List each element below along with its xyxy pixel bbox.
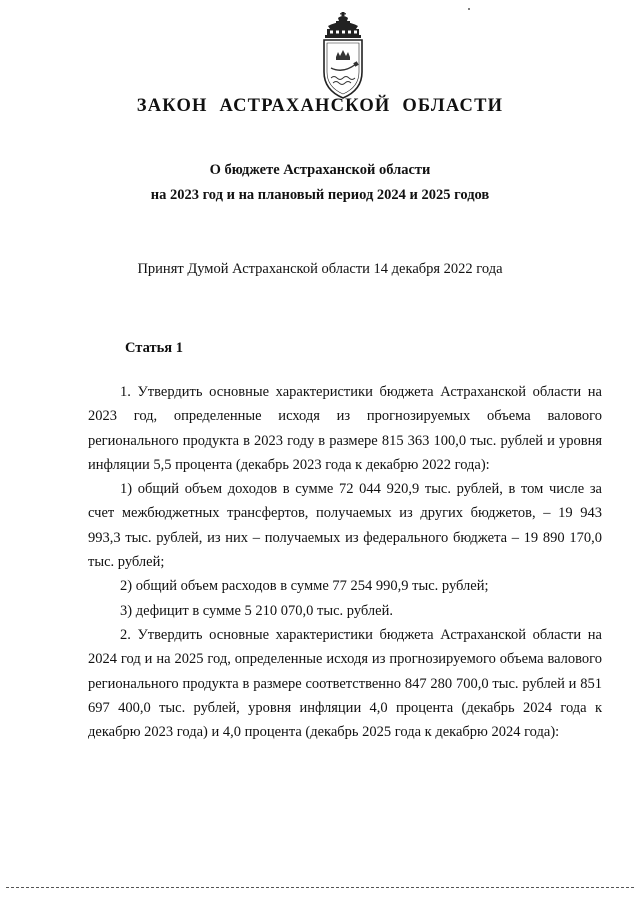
adoption-statement: Принят Думой Астраханской области 14 декабря 2022 года: [137, 261, 503, 277]
scan-speck: [468, 8, 470, 10]
article-body: [88, 380, 602, 744]
scan-footer-line: [6, 887, 634, 888]
paragraph: 3) дефицит в сумме 5 210 070,0 тыс. рублей.: [120, 602, 393, 619]
paragraph: 1) общий объем доходов в сумме 72 044 920,9 тыс. рублей, в том числе за счет межбюджетных трансфертов, получаемых из других бюджетов, – 19 943 993,3 тыс. рублей, из них – получаемых из федерального бюджета – 19 890 170,0 тыс. рублей;: [88, 481, 602, 571]
paragraph: 2. Утвердить основные характеристики бюджета Астраханской области на 2024 год и на 2025 год, определенные исходя из прогнозируемого объема валового регионального продукта в размере соответственно 847 280 700,0 тыс. рублей и 851 697 400,0 тыс. рублей, уровня инфляции 4,0 процента (декабрь 2024 года к декабрю 2023 года) и 4,0 процента (декабрь 2025 года к декабрю 2024 года):: [88, 626, 602, 741]
law-title: ЗАКОН АСТРАХАНСКОЙ ОБЛАСТИ: [136, 96, 504, 116]
paragraph: 1. Утвердить основные характеристики бюджета Астраханской области на 2023 год, определенные исходя из прогнозируемых объема валового регионального продукта в 2023 году в размере 815 363 100,0 тыс. рублей и уровня инфляции 5,5 процента (декабрь 2023 года к декабрю 2022 года):: [88, 384, 602, 473]
article-heading: Статья 1: [125, 340, 183, 356]
law-subtitle-line1: О бюджете Астраханской области: [209, 162, 431, 178]
coat-of-arms-icon: [314, 12, 372, 100]
paragraph: 2) общий объем расходов в сумме 77 254 990,9 тыс. рублей;: [120, 578, 489, 595]
law-subtitle-line2: на 2023 год и на плановый период 2024 и 2025 годов: [150, 187, 490, 203]
